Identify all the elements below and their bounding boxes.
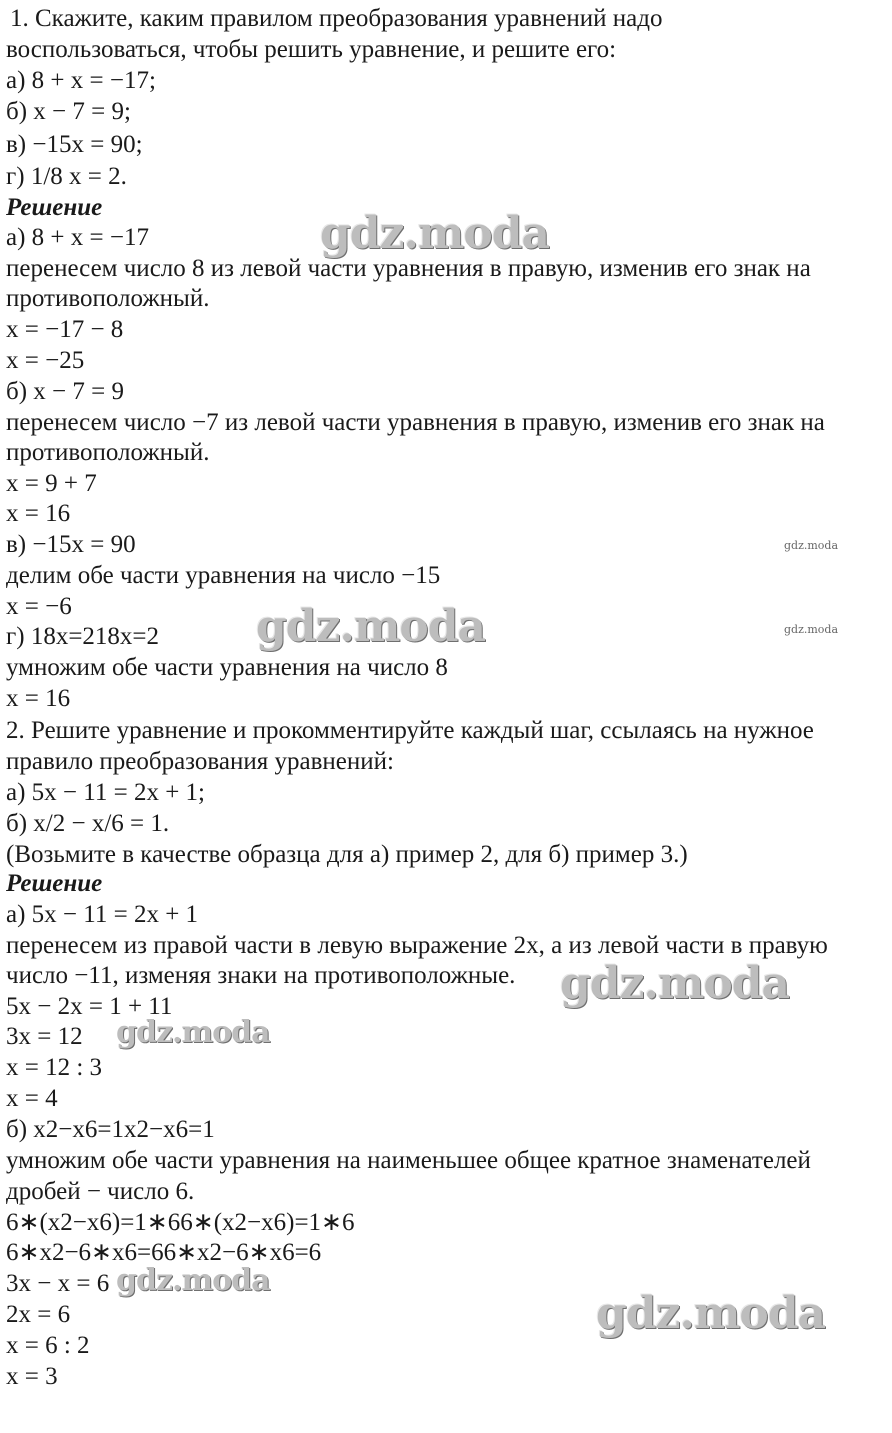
- task1-solution-line: x = −6: [6, 593, 72, 620]
- task1-question-item: г) 1/8 x = 2.: [6, 163, 127, 190]
- task1-question-line: 1. Скажите, каким правилом преобразования уравнений надо: [10, 5, 663, 32]
- task1-solution-line: а) 8 + x = −17: [6, 224, 149, 251]
- watermark: gdz.moda: [116, 1015, 270, 1050]
- task2-solution-line: x = 3: [6, 1363, 58, 1390]
- task2-solution-line: x = 6 : 2: [6, 1332, 90, 1359]
- task2-question-item: а) 5x − 11 = 2x + 1;: [6, 779, 205, 806]
- task2-solution-line: x = 4: [6, 1085, 58, 1112]
- task1-solution-line: x = 16: [6, 685, 71, 712]
- task2-solution-line: 2x = 6: [6, 1301, 71, 1328]
- task2-question-note: (Возьмите в качестве образца для а) пример 2, для б) пример 3.): [6, 841, 688, 868]
- task1-solution-line: делим обе части уравнения на число −15: [6, 562, 441, 589]
- task1-solution-line: x = −17 − 8: [6, 316, 124, 343]
- task1-solution-line: умножим обе части уравнения на число 8: [6, 654, 448, 681]
- task1-question-line: воспользоваться, чтобы решить уравнение, и решите его:: [6, 36, 617, 63]
- task2-solution-line: x = 12 : 3: [6, 1054, 103, 1081]
- task1-solution-line: x = 9 + 7: [6, 470, 97, 497]
- task2-solution-line: 5x − 2x = 1 + 11: [6, 993, 173, 1020]
- task2-solution-line: б) x2−x6=1x2−x6=1: [6, 1116, 215, 1143]
- task1-solution-line: противоположный.: [6, 285, 210, 312]
- task2-solution-line: дробей − число 6.: [6, 1178, 195, 1205]
- watermark: gdz.moda: [320, 208, 550, 259]
- task1-solution-line: перенесем число 8 из левой части уравнения в правую, изменив его знак на: [6, 255, 811, 282]
- task1-solution-line: x = −25: [6, 347, 85, 374]
- task2-solution-line: 6∗(x2−x6)=1∗66∗(x2−x6)=1∗6: [6, 1209, 355, 1236]
- task1-solution-line: г) 18x=218x=2: [6, 623, 160, 650]
- watermark-small: gdz.moda: [784, 623, 839, 636]
- task2-solution-line: 3x = 12: [6, 1023, 83, 1050]
- task1-question-item: а) 8 + x = −17;: [6, 67, 156, 94]
- task2-question-line: правило преобразования уравнений:: [6, 748, 394, 775]
- task1-solution-heading: Решение: [6, 194, 103, 221]
- task2-solution-heading: Решение: [6, 870, 103, 897]
- task2-solution-line: 3x − x = 6: [6, 1270, 110, 1297]
- task1-solution-line: б) x − 7 = 9: [6, 378, 124, 405]
- task1-question-item: в) −15x = 90;: [6, 131, 143, 158]
- task2-solution-line: 6∗x2−6∗x6=66∗x2−6∗x6=6: [6, 1239, 322, 1266]
- watermark: gdz.moda: [560, 958, 790, 1009]
- task1-solution-line: в) −15x = 90: [6, 531, 136, 558]
- task1-question-item: б) x − 7 = 9;: [6, 98, 131, 125]
- watermark: gdz.moda: [116, 1263, 270, 1298]
- task1-solution-line: x = 16: [6, 500, 71, 527]
- task1-solution-line: противоположный.: [6, 439, 210, 466]
- task2-question-line: 2. Решите уравнение и прокомментируйте каждый шаг, ссылаясь на нужное: [6, 717, 814, 744]
- watermark: gdz.moda: [256, 601, 486, 652]
- watermark-small: gdz.moda: [784, 539, 839, 552]
- task2-solution-line: перенесем из правой части в левую выражение 2x, а из левой части в правую: [6, 932, 828, 959]
- watermark: gdz.moda: [596, 1288, 826, 1339]
- task2-solution-line: умножим обе части уравнения на наименьшее общее кратное знаменателей: [6, 1147, 811, 1174]
- task1-solution-line: перенесем число −7 из левой части уравнения в правую, изменив его знак на: [6, 409, 825, 436]
- task2-question-item: б) x/2 − x/6 = 1.: [6, 810, 170, 837]
- task2-solution-line: число −11, изменяя знаки на противоположные.: [6, 962, 516, 989]
- task2-solution-line: а) 5x − 11 = 2x + 1: [6, 901, 199, 928]
